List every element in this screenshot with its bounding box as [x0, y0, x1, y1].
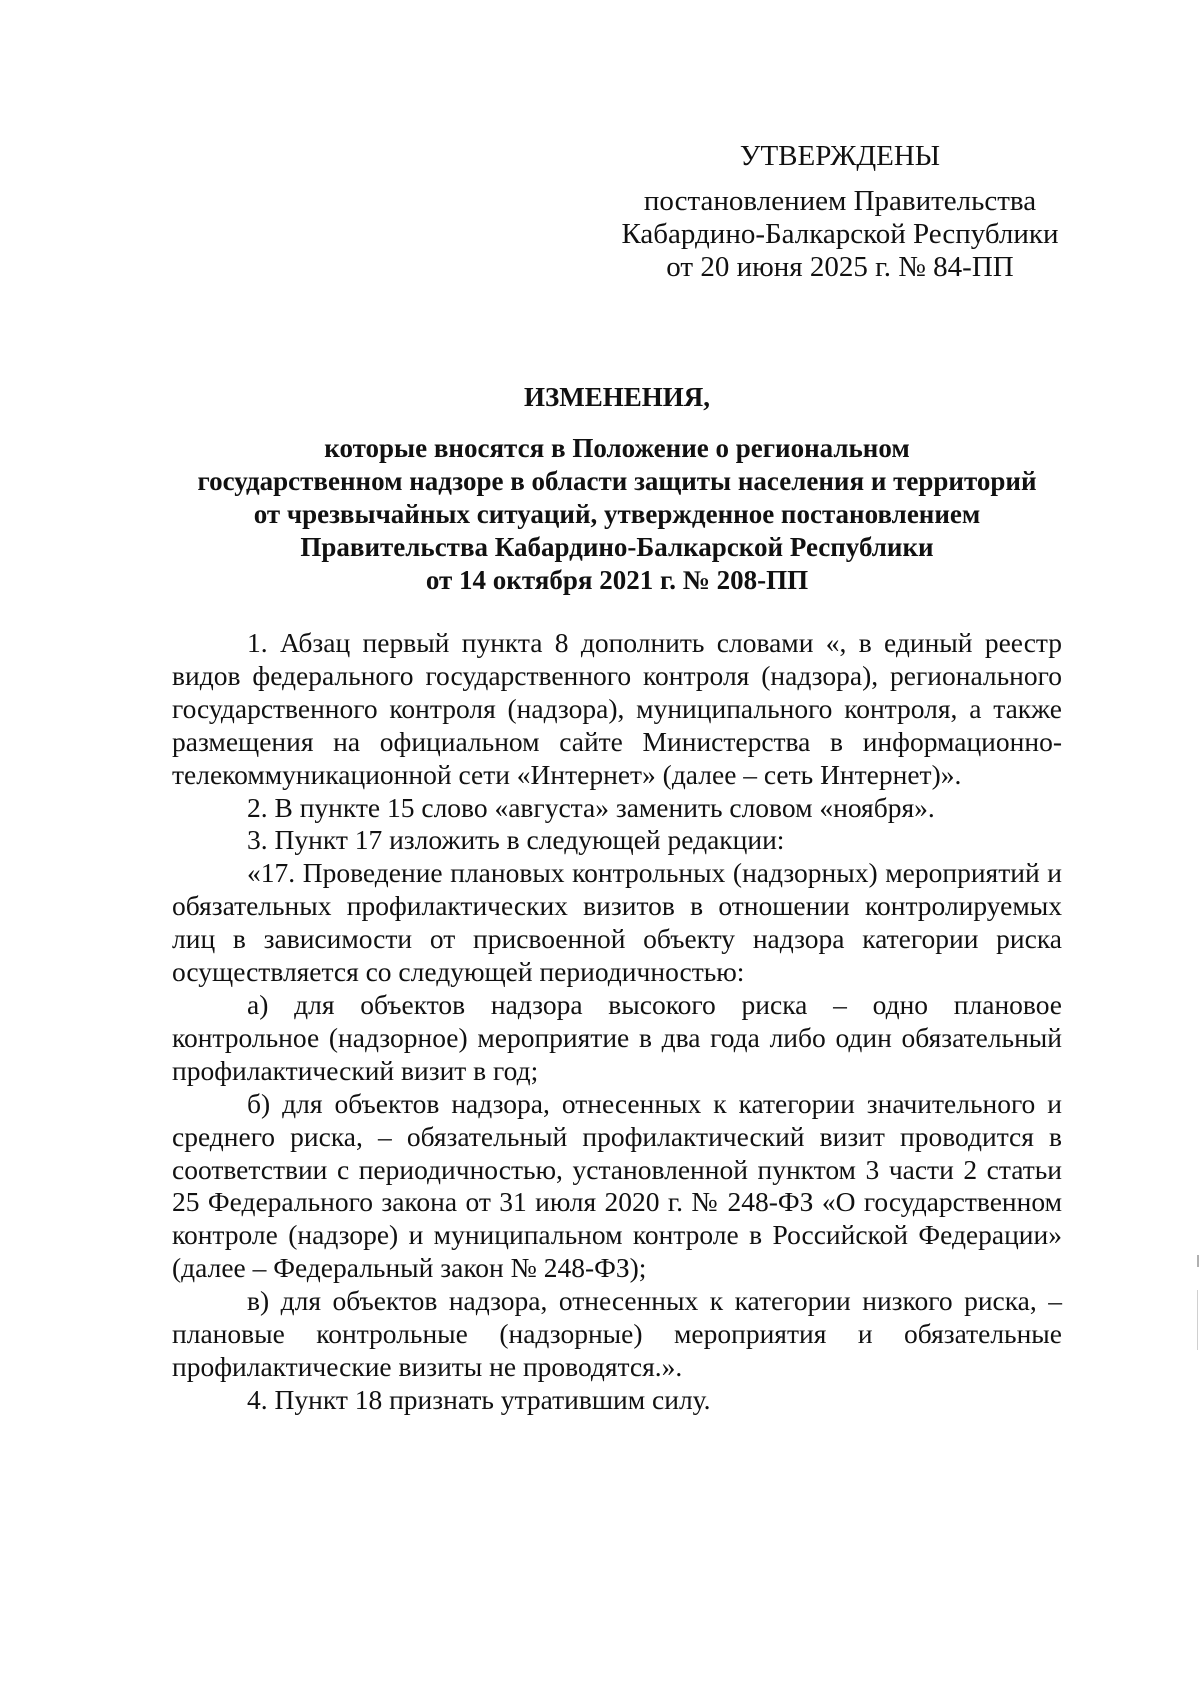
document-title	[172, 381, 1062, 597]
approval-line-date: от 20 июня 2025 г. № 84-ПП	[666, 251, 1014, 283]
approval-line-government: Кабардино-Балкарской Республики	[621, 218, 1059, 250]
title-sub-line: от 14 октября 2021 г. № 208-ПП	[425, 565, 809, 595]
approval-stamp	[600, 140, 1080, 284]
paragraph-item-1: 1. Абзац первый пункта 8 дополнить словами «, в единый реестр видов федерального государственного контроля (надзора), регионального государственного контроля (надзора), муниципального контроля, а также размещения на официальном сайте Министерства в информационно-телекоммуникационной сети «Интернет» (далее – сеть Интернет)».	[172, 627, 1062, 790]
paragraph-subpoint-v: в) для объектов надзора, отнесенных к категории низкого риска, – плановые контрольные (надзорные) мероприятия и обязательные профилактические визиты не проводятся.».	[172, 1285, 1062, 1382]
title-sub-line: Правительства Кабардино-Балкарской Республики	[300, 532, 934, 562]
approval-line-decree: постановлением Правительства	[643, 185, 1037, 217]
approval-heading: УТВЕРЖДЕНЫ	[739, 140, 941, 172]
title-sub-line: которые вносятся в Положение о региональном	[324, 433, 910, 463]
title-sub-line: от чрезвычайных ситуаций, утвержденное постановлением	[253, 499, 981, 529]
paragraph-item-2: 2. В пункте 15 слово «августа» заменить словом «ноября».	[247, 791, 935, 823]
paragraph-item-3: 3. Пункт 17 изложить в следующей редакции:	[247, 824, 785, 856]
paragraph-item-4: 4. Пункт 18 признать утратившим силу.	[247, 1383, 711, 1415]
title-sub-line: государственном надзоре в области защиты населения и территорий	[197, 466, 1037, 496]
scan-edge-mark	[1197, 1290, 1198, 1350]
scan-edge-mark	[1197, 1255, 1199, 1267]
paragraph-point-17: «17. Проведение плановых контрольных (надзорных) мероприятий и обязательных профилактических визитов в отношении контролируемых лиц в зависимости от присвоенной объекту надзора категории риска осуществляется со следующей периодичностью:	[172, 857, 1062, 988]
paragraph-subpoint-a: а) для объектов надзора высокого риска – одно плановое контрольное (надзорное) мероприятие в два года либо один обязательный профилактический визит в год;	[172, 988, 1062, 1086]
document-body	[172, 627, 1062, 1417]
paragraph-subpoint-b: б) для объектов надзора, отнесенных к категории значительного и среднего риска, – обязательный профилактический визит проводится в соответствии с периодичностью, установленной пунктом 3 части 2 статьи 25 Федерального закона от 31 июля 2020 г. № 248-ФЗ «О государственном контроле (надзоре) и муниципальном контроле в Российской Федерации» (далее – Федеральный закон № 248-ФЗ);	[172, 1087, 1062, 1284]
title-main: ИЗМЕНЕНИЯ,	[523, 382, 710, 412]
